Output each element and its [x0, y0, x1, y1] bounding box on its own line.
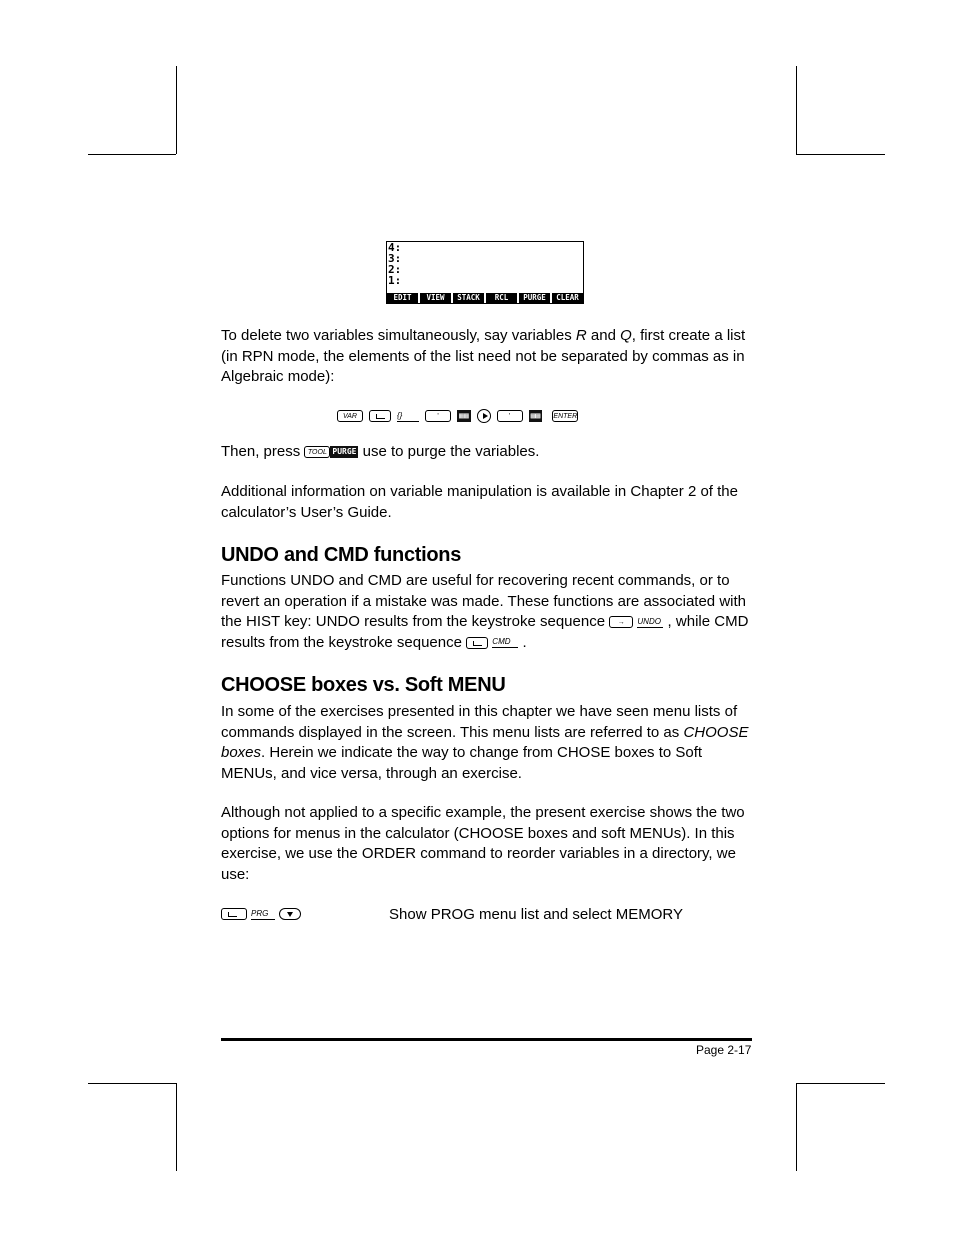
crop-mark — [796, 1083, 797, 1171]
calculator-screen — [386, 241, 584, 304]
left-shift-key — [221, 908, 247, 920]
text: To delete two variables simultaneously, say variables — [221, 327, 576, 344]
section-heading: UNDO and CMD functions — [221, 544, 462, 566]
stack-line: 1: — [388, 274, 402, 287]
enter-key: ENTER — [552, 410, 578, 422]
right-arrow-icon — [477, 409, 491, 423]
text: , first create a list (in RPN mode, the elements of the list need not be separated by commas as in Algebraic mode): — [221, 327, 746, 385]
variable-softkey-icon: ▦▦ — [530, 411, 541, 420]
paragraph — [221, 571, 761, 653]
page-number: Page 2-17 — [696, 1043, 752, 1057]
menu-item-rcl: RCL — [486, 293, 517, 303]
stack-line: 2: — [388, 263, 402, 276]
text: use to purge the variables. — [358, 443, 540, 460]
prg-key-label: PRG — [251, 909, 275, 920]
keystroke-sequence — [337, 409, 578, 423]
text: Functions UNDO and CMD are useful for recovering recent commands, or to revert an operation if a mistake was made. These functions are associated with the HIST key: UNDO results from the keystroke sequence — [221, 572, 746, 630]
paragraph — [221, 442, 761, 463]
crop-mark — [88, 1083, 176, 1084]
crop-mark — [176, 1083, 177, 1171]
menu-item-stack: STACK — [453, 293, 484, 303]
text: . — [518, 633, 527, 651]
paragraph — [221, 326, 761, 388]
variable-name: Q — [620, 327, 632, 344]
keystroke-sequence — [221, 908, 301, 920]
crop-mark — [796, 154, 885, 155]
stack-line: 4: — [388, 241, 402, 254]
section-heading: CHOOSE boxes vs. Soft MENU — [221, 674, 506, 696]
left-shift-key — [466, 637, 488, 649]
crop-mark — [176, 66, 177, 154]
emphasis: CHOOSE boxes — [221, 723, 749, 761]
crop-mark — [796, 1083, 885, 1084]
menu-item-clear: CLEAR — [552, 293, 583, 303]
soft-menu-bar — [387, 293, 583, 303]
crop-mark — [88, 154, 176, 155]
text: Then, press — [221, 443, 305, 460]
cmd-key-label: CMD — [492, 637, 518, 648]
text: In some of the exercises presented in this chapter we have seen menu lists of commands displayed in the screen. This menu lists are referred to as — [221, 703, 738, 741]
stack-line: 3: — [388, 252, 402, 265]
paragraph — [221, 702, 761, 784]
down-arrow-icon — [279, 908, 301, 920]
purge-softkey: PURGE — [332, 447, 357, 457]
undo-key-label: UNDO — [637, 617, 663, 628]
text: . Herein we indicate the way to change from CHOSE boxes to Soft MENUs, and vice versa, through an exercise. — [221, 744, 703, 782]
menu-item-view: VIEW — [420, 293, 451, 303]
text: and — [586, 327, 621, 344]
footer-rule — [221, 1038, 752, 1041]
tick-key: ' — [497, 410, 523, 422]
right-shift-key: → — [609, 616, 633, 628]
text: , while CMD results from the keystroke sequence — [221, 613, 749, 651]
menu-item-edit: EDIT — [387, 293, 418, 303]
paragraph: Additional information on variable manipulation is available in Chapter 2 of the calculator’s User’s Guide. — [221, 483, 738, 521]
var-key: VAR — [337, 410, 363, 422]
menu-item-purge: PURGE — [519, 293, 550, 303]
crop-mark — [796, 66, 797, 154]
left-shift-key — [369, 410, 391, 422]
tool-key: TOOL — [304, 446, 330, 458]
variable-softkey-icon: ▦▦ — [459, 411, 469, 420]
variable-name: R — [575, 327, 587, 344]
tick-key: ' — [425, 410, 451, 422]
step-description: Show PROG menu list and select MEMORY — [389, 906, 683, 923]
paragraph: Although not applied to a specific example, the present exercise shows the two options for menus in the calculator (CHOOSE boxes and soft MENUs). In this exercise, we use the ORDER command to reorder variables in a directory, we use: — [221, 804, 745, 883]
braces-key-label: {} — [397, 411, 419, 422]
